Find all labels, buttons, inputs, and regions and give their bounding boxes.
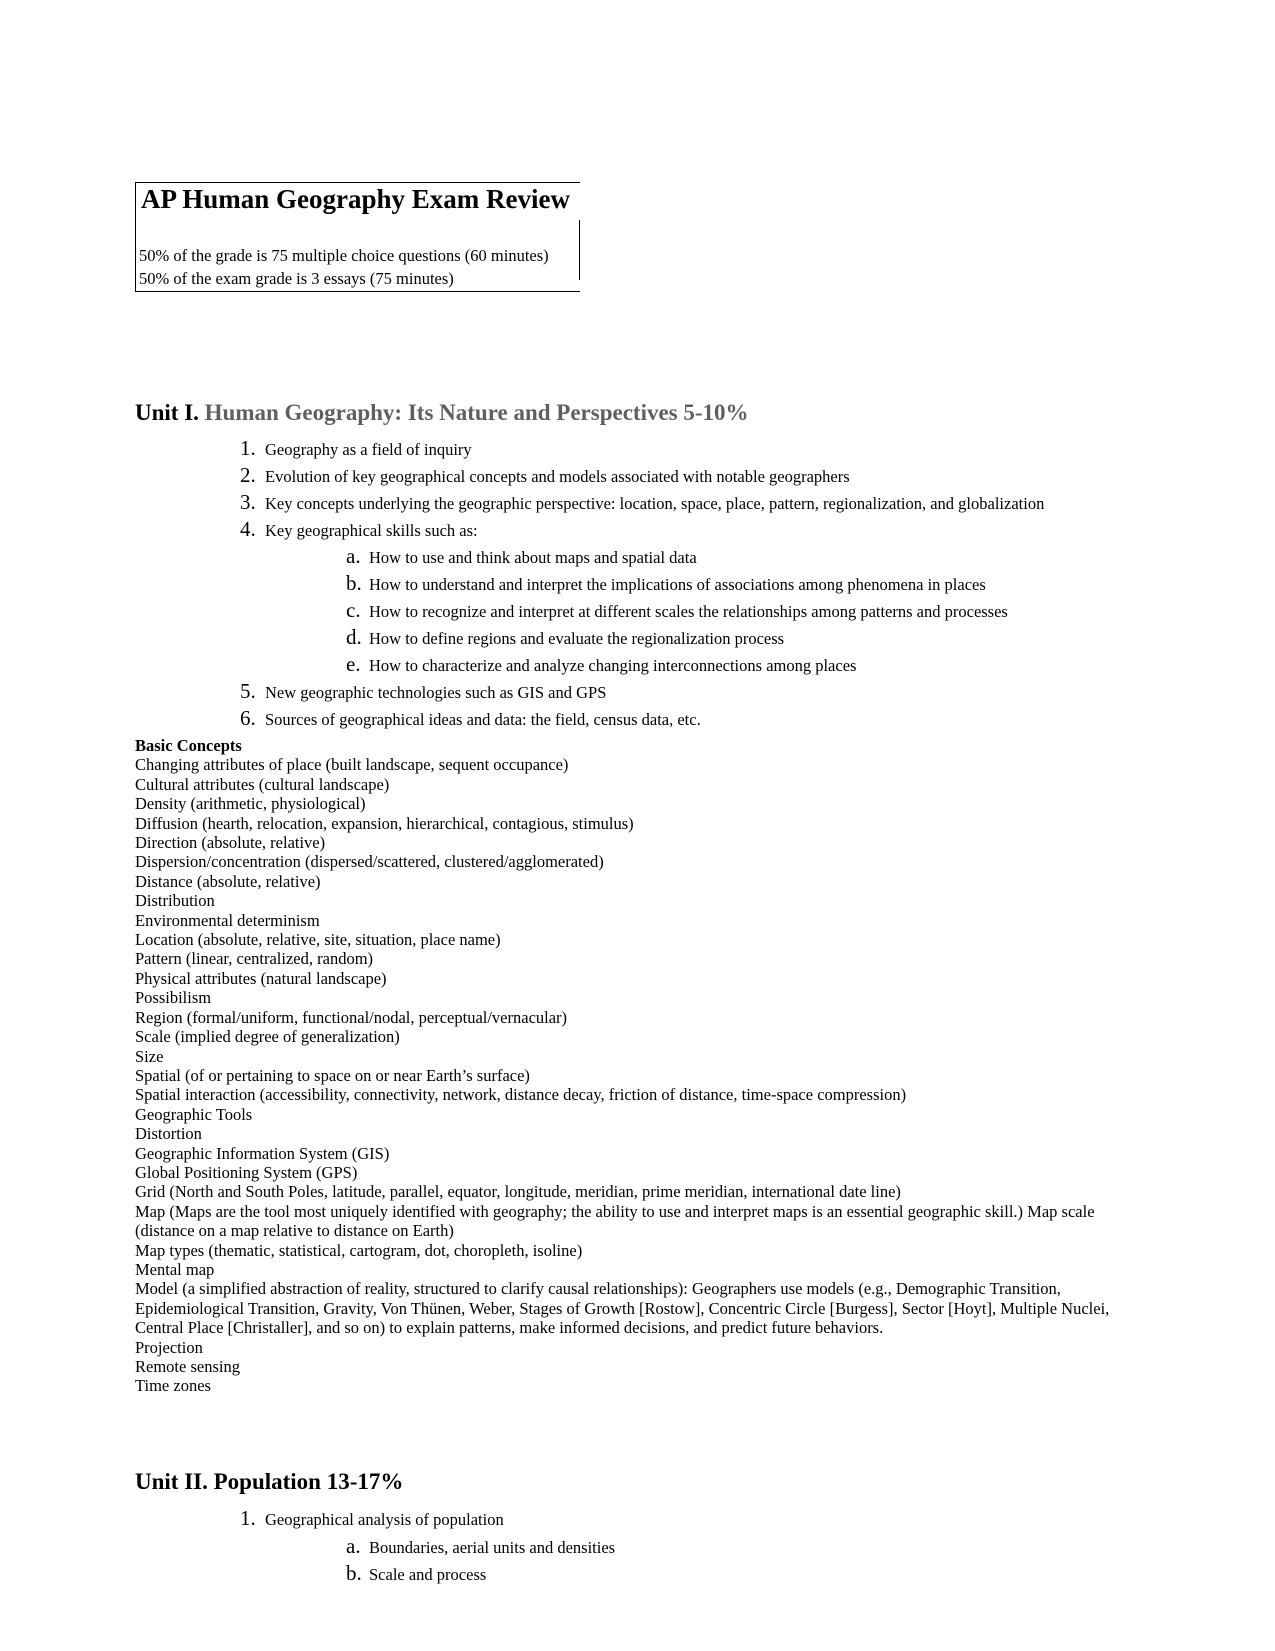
- concept-item: Pattern (linear, centralized, random): [135, 949, 374, 969]
- concept-item: Scale (implied degree of generalization): [135, 1027, 400, 1047]
- concept-item: Model (a simplified abstraction of reality, structured to clarify causal relationships): Geographers use models (e.g., Demographic Transition, Epidemiological Transition, Gravity, Von Thünen, Weber, Stages of Growth [Rostow], Concentric Circle [Burgess], Sector [Hoyt], Multiple Nuclei, Central Place [Christaller], and so on) to explain patterns, make informed decisions, and predict future behaviors.: [135, 1279, 1110, 1338]
- concept-item: Map types (thematic, statistical, cartogram, dot, choropleth, isoline): [135, 1240, 583, 1260]
- unit-2-heading: Unit II. Population 13-17%: [135, 1469, 404, 1494]
- item-text: Evolution of key geographical concepts and models associated with notable geographers: [265, 467, 850, 486]
- item-number: 2.: [240, 463, 256, 487]
- concept-item: Environmental determinism: [135, 910, 320, 930]
- concept-item: Map (Maps are the tool most uniquely identified with geography; the ability to use and interpret maps is an essential geographic skill.) Map scale (distance on a map relative to distance on Earth): [135, 1201, 1095, 1241]
- document-title: AP Human Geography Exam Review: [141, 184, 570, 214]
- item-text: Key concepts underlying the geographic perspective: location, space, place, pattern, regionalization, and globalization: [265, 494, 1045, 513]
- subitem-text: How to define regions and evaluate the regionalization process: [369, 629, 785, 648]
- subitem-text: How to understand and interpret the implications of associations among phenomena in places: [369, 575, 986, 594]
- concept-item: Density (arithmetic, physiological): [135, 794, 366, 814]
- item-text: Geographical analysis of population: [265, 1510, 504, 1529]
- title-box-right-border: [579, 220, 580, 280]
- concept-item: Distance (absolute, relative): [135, 871, 321, 891]
- concept-item: Location (absolute, relative, site, situation, place name): [135, 930, 501, 950]
- concept-item: Changing attributes of place (built landscape, sequent occupance): [135, 755, 569, 775]
- item-number: 1.: [240, 436, 256, 460]
- basic-concepts-list: [135, 736, 1135, 1396]
- concept-item: Spatial (of or pertaining to space on or near Earth’s surface): [135, 1065, 530, 1085]
- subitem-letter: c.: [346, 598, 361, 622]
- title-box: [135, 182, 580, 292]
- concept-item: Physical attributes (natural landscape): [135, 968, 387, 988]
- concept-item: Distortion: [135, 1124, 202, 1144]
- subitem-text: How to characterize and analyze changing interconnections among places: [369, 656, 857, 675]
- unit-1-title: Human Geography: Its Nature and Perspectives 5-10%: [204, 400, 749, 425]
- concept-item: Projection: [135, 1337, 203, 1357]
- item-number: 5.: [240, 679, 256, 703]
- concept-item: Grid (North and South Poles, latitude, parallel, equator, longitude, meridian, prime meridian, international date line): [135, 1182, 901, 1202]
- concept-item: Mental map: [135, 1259, 215, 1279]
- item-text: Geography as a field of inquiry: [265, 440, 472, 459]
- item-number: 4.: [240, 517, 256, 541]
- concept-item: Spatial interaction (accessibility, connectivity, network, distance decay, friction of distance, time-space compression): [135, 1085, 907, 1105]
- title-box-left-border: [135, 182, 136, 292]
- subitem-text: Boundaries, aerial units and densities: [369, 1538, 616, 1557]
- unit-1-label: Unit I.: [135, 400, 199, 425]
- concept-item: Possibilism: [135, 988, 212, 1008]
- concept-item: Diffusion (hearth, relocation, expansion, hierarchical, contagious, stimulus): [135, 813, 634, 833]
- subitem-letter: b.: [346, 1561, 362, 1585]
- title-box-top-border: [135, 182, 580, 183]
- concept-item: Cultural attributes (cultural landscape): [135, 774, 390, 794]
- concept-item: Global Positioning System (GPS): [135, 1162, 358, 1182]
- item-number: 1.: [240, 1506, 256, 1530]
- subitem-letter: a.: [346, 544, 361, 568]
- subitem-text: How to use and think about maps and spatial data: [369, 548, 697, 567]
- unit-1-heading: [135, 400, 749, 426]
- concept-item: Time zones: [135, 1376, 211, 1396]
- basic-concepts-heading: Basic Concepts: [135, 736, 242, 755]
- subitem-letter: b.: [346, 571, 362, 595]
- item-number: 3.: [240, 490, 256, 514]
- subitem-letter: e.: [346, 652, 361, 676]
- concept-item: Geographic Information System (GIS): [135, 1143, 390, 1163]
- title-box-bottom-border: [135, 291, 580, 292]
- concept-item: Remote sensing: [135, 1357, 240, 1376]
- item-text: New geographic technologies such as GIS and GPS: [265, 683, 607, 702]
- item-number: 6.: [240, 706, 256, 730]
- subitem-letter: d.: [346, 625, 362, 649]
- subitem-letter: a.: [346, 1534, 361, 1558]
- concept-item: Geographic Tools: [135, 1104, 253, 1124]
- concept-item: Dispersion/concentration (dispersed/scattered, clustered/agglomerated): [135, 852, 604, 872]
- grade-breakdown-line-2: 50% of the exam grade is 3 essays (75 minutes): [139, 269, 454, 288]
- concept-item: Direction (absolute, relative): [135, 833, 326, 853]
- subitem-text: Scale and process: [369, 1565, 487, 1584]
- concept-item: Size: [135, 1046, 164, 1066]
- concept-item: Region (formal/uniform, functional/nodal, perceptual/vernacular): [135, 1007, 568, 1027]
- item-text: Key geographical skills such as:: [265, 521, 478, 540]
- concept-item: Distribution: [135, 891, 215, 911]
- item-text: Sources of geographical ideas and data: the field, census data, etc.: [265, 710, 701, 729]
- subitem-text: How to recognize and interpret at different scales the relationships among patterns and processes: [369, 602, 1008, 621]
- grade-breakdown-line-1: 50% of the grade is 75 multiple choice questions (60 minutes): [139, 246, 549, 265]
